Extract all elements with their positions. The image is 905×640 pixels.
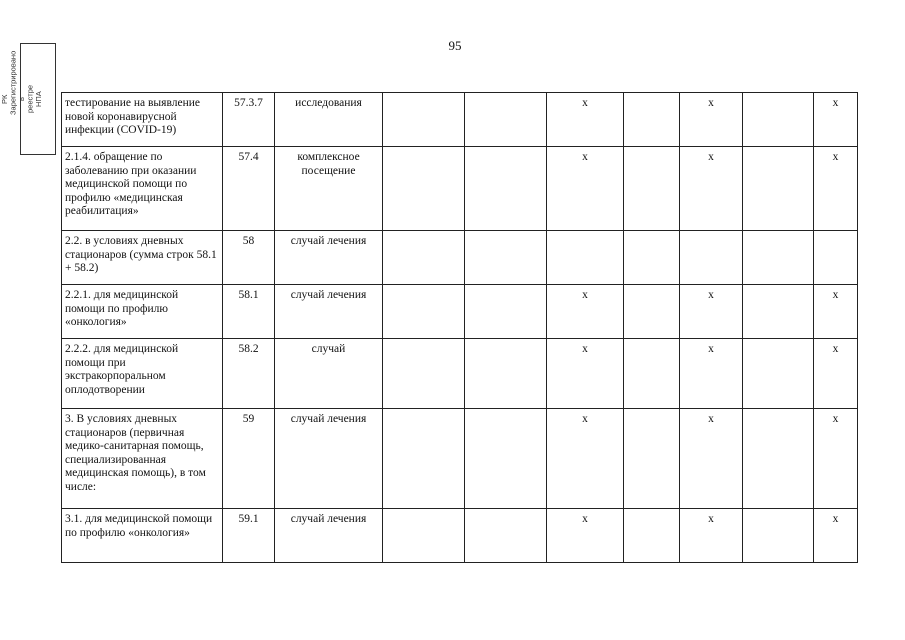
row-unit-cell: случай лечения [275, 409, 383, 509]
row-code-cell: 58.2 [223, 339, 275, 409]
value-cell [743, 339, 814, 409]
value-cell [624, 339, 680, 409]
value-cell: x [547, 285, 624, 339]
table-row [62, 509, 858, 563]
value-cell [743, 147, 814, 231]
value-cell [680, 231, 743, 285]
value-cell: x [680, 93, 743, 147]
row-name-cell: 2.1.4. обращение по заболеванию при оказании медицинской помощи по профилю «медицинская реабилитация» [62, 147, 223, 231]
value-cell [743, 231, 814, 285]
value-cell: x [814, 339, 858, 409]
table-row [62, 147, 858, 231]
value-cell [383, 509, 465, 563]
value-cell [465, 409, 547, 509]
value-cell [743, 409, 814, 509]
row-code-cell: 59.1 [223, 509, 275, 563]
row-unit-cell: случай лечения [275, 509, 383, 563]
value-cell [465, 339, 547, 409]
value-cell: x [814, 409, 858, 509]
stamp-line: в реестре НПА [17, 84, 43, 114]
value-cell [814, 231, 858, 285]
value-cell: x [814, 147, 858, 231]
table-row [62, 231, 858, 285]
value-cell: x [680, 147, 743, 231]
row-name-cell: тестирование на выявление новой коронавирусной инфекции (COVID-19) [62, 93, 223, 147]
page-number: 95 [448, 38, 462, 53]
row-code-cell: 58 [223, 231, 275, 285]
stamp-line: Зарегистрировано [8, 50, 18, 115]
value-cell [743, 285, 814, 339]
row-unit-cell: комплексное посещение [275, 147, 383, 231]
value-cell: x [680, 509, 743, 563]
row-code-cell: 58.1 [223, 285, 275, 339]
value-cell: x [547, 147, 624, 231]
row-code-cell: 57.3.7 [223, 93, 275, 147]
stamp-line: РК [0, 94, 9, 104]
value-cell [383, 409, 465, 509]
table-row [62, 339, 858, 409]
value-cell: x [547, 409, 624, 509]
value-cell [465, 285, 547, 339]
row-name-cell: 2.2.1. для медицинской помощи по профилю «онкология» [62, 285, 223, 339]
row-unit-cell: случай лечения [275, 231, 383, 285]
row-code-cell: 57.4 [223, 147, 275, 231]
value-cell [624, 285, 680, 339]
value-cell [547, 231, 624, 285]
value-cell [465, 147, 547, 231]
table-row [62, 409, 858, 509]
value-cell: x [680, 285, 743, 339]
value-cell [383, 147, 465, 231]
row-code-cell: 59 [223, 409, 275, 509]
value-cell: x [547, 93, 624, 147]
value-cell [624, 93, 680, 147]
value-cell: x [814, 509, 858, 563]
value-cell: x [547, 339, 624, 409]
value-cell: x [814, 285, 858, 339]
row-unit-cell: случай [275, 339, 383, 409]
row-name-cell: 3. В условиях дневных стационаров (первичная медико-санитарная помощь, специализированная медицинская помощь), в том числе: [62, 409, 223, 509]
value-cell [624, 409, 680, 509]
row-unit-cell: исследования [275, 93, 383, 147]
registration-stamp [0, 43, 56, 155]
value-cell [465, 93, 547, 147]
value-cell [383, 339, 465, 409]
value-cell [383, 231, 465, 285]
value-cell [624, 509, 680, 563]
row-unit-cell: случай лечения [275, 285, 383, 339]
value-cell [624, 231, 680, 285]
value-cell [743, 509, 814, 563]
value-cell [624, 147, 680, 231]
table-body [62, 93, 858, 563]
row-name-cell: 2.2. в условиях дневных стационаров (сумма строк 58.1 + 58.2) [62, 231, 223, 285]
value-cell [383, 285, 465, 339]
value-cell [465, 509, 547, 563]
table-row [62, 93, 858, 147]
value-cell: x [814, 93, 858, 147]
value-cell [743, 93, 814, 147]
value-cell [465, 231, 547, 285]
value-cell: x [680, 409, 743, 509]
data-table [61, 92, 858, 563]
value-cell: x [547, 509, 624, 563]
value-cell: x [680, 339, 743, 409]
row-name-cell: 3.1. для медицинской помощи по профилю «онкология» [62, 509, 223, 563]
value-cell [383, 93, 465, 147]
row-name-cell: 2.2.2. для медицинской помощи при экстракорпоральном оплодотворении [62, 339, 223, 409]
table-row [62, 285, 858, 339]
